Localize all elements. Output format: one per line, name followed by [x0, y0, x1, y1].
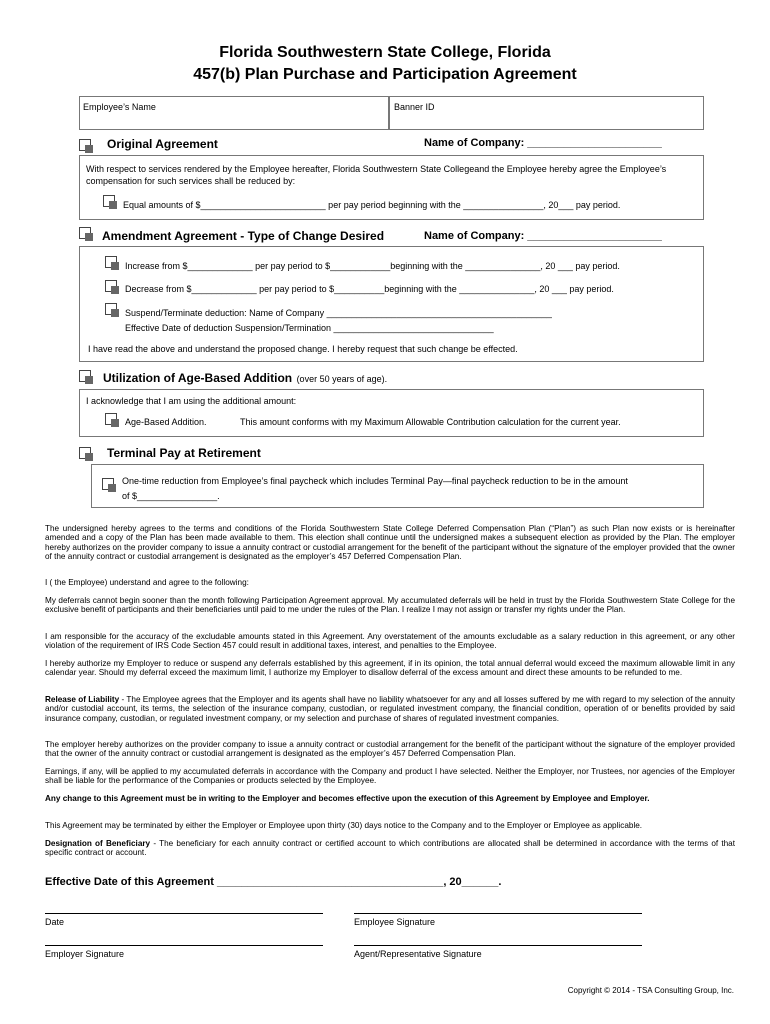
- termination-notice: This Agreement may be terminated by either the Employer or Employee upon thirty (30) days notice to the Company and to the Employer or Employee as applicable.: [45, 821, 643, 830]
- employee-signature-label: Employee Signature: [354, 917, 436, 927]
- form-subtitle: 457(b) Plan Purchase and Participation Agreement: [193, 66, 577, 83]
- amendment-agreement-box: [79, 246, 704, 362]
- release-text: - The Employee agrees that the Employer and its agents shall have no liability whatsoever for any and all losses suffered by me with regard to my selection of the annuity and/or custodial account, its terms, the selection of the insurance company, custodian, or regulated investment company, the financial condition, operation of or benefits provided by said insurance company, custodian, or regulated investment company, or my selection and purchase of shares of regulated investment companies.: [45, 695, 735, 723]
- date-label: Date: [45, 917, 65, 927]
- terminal-pay-checkbox[interactable]: [79, 447, 91, 459]
- age-based-checkbox[interactable]: [79, 370, 91, 382]
- copyright-text: Copyright © 2014 - TSA Consulting Group, Inc.: [567, 986, 734, 995]
- terms-paragraph-4: I am responsible for the accuracy of the excludable amounts stated in this Agreement. Any overstatement of the amounts excludable as a salary reduction in this agreement, or any other violation of the requirement of IRS Code Section 457 could result in additional taxes, interest, and penalties to the Employee.: [45, 632, 735, 651]
- terminal-pay-heading: Terminal Pay at Retirement: [107, 446, 261, 460]
- date-signature-line[interactable]: [45, 913, 323, 914]
- terminal-pay-box: [91, 464, 704, 508]
- amendment-ack-text: I have read the above and understand the proposed change. I hereby request that such change be effected.: [88, 344, 518, 354]
- original-agreement-checkbox[interactable]: [79, 139, 91, 151]
- effective-date-field[interactable]: Effective Date of this Agreement _____________________________________, 20______.: [45, 876, 502, 888]
- terms-paragraph-3: My deferrals cannot begin sooner than the month following Participation Agreement approval. My accumulated deferrals will be held in trust by the Florida Southwestern State College for the exclusive benefit of participants and their beneficiaries until paid to me under the rules of the Plan. I realize I may not assign or transfer my rights under the Plan.: [45, 596, 735, 615]
- beneficiary-text: - The beneficiary for each annuity contract or certified account to which contributions are allocated shall be determined in accordance with the terms of that specific contract or account.: [45, 839, 736, 858]
- age-based-heading-suffix: (over 50 years of age).: [296, 374, 388, 384]
- equal-amounts-line[interactable]: Equal amounts of $_________________________ per pay period beginning with the ________________, 20___ pay period.: [123, 200, 621, 210]
- age-based-box: [79, 389, 704, 437]
- age-based-option-label: Age-Based Addition.: [125, 417, 207, 427]
- banner-id-label: Banner ID: [394, 102, 435, 112]
- employee-name-field[interactable]: [79, 96, 389, 130]
- agent-signature-line[interactable]: [354, 945, 642, 946]
- agent-signature-label: Agent/Representative Signature: [354, 949, 482, 959]
- decrease-line[interactable]: Decrease from $_____________ per pay period to $__________beginning with the _______________, 20 ___ pay period.: [125, 284, 614, 294]
- employer-signature-line[interactable]: [45, 945, 323, 946]
- suspend-checkbox[interactable]: [105, 303, 117, 315]
- terminal-pay-line1: One-time reduction from Employee’s final paycheck which includes Terminal Pay—final paycheck reduction to be in the amount: [122, 476, 628, 486]
- employee-signature-line[interactable]: [354, 913, 642, 914]
- release-label: Release of Liability: [45, 695, 120, 704]
- decrease-checkbox[interactable]: [105, 280, 117, 292]
- beneficiary-label: Designation of Beneficiary: [45, 839, 151, 848]
- original-agreement-box: [79, 155, 704, 220]
- terms-paragraph-5: I hereby authorize my Employer to reduce or suspend any deferrals established by this agreement, if in its opinion, the total annual deferral would exceed the maximum allowable limit in any calendar year. Should my deferral exceed the maximum limit, I authorize my Employer to disallow deferral of the excess amount and direct these amounts to be refunded to me.: [45, 659, 735, 678]
- release-of-liability: [45, 695, 735, 723]
- suspend-line[interactable]: Suspend/Terminate deduction: Name of Company _____________________________________________: [125, 308, 552, 318]
- amendment-agreement-checkbox[interactable]: [79, 227, 91, 239]
- banner-id-field[interactable]: [389, 96, 704, 130]
- effective-suspension-line[interactable]: Effective Date of deduction Suspension/Termination ________________________________: [125, 323, 494, 333]
- form-title: Florida Southwestern State College, Florida: [219, 44, 551, 61]
- terms-paragraph-6: The employer hereby authorizes on the provider company to issue a annuity contract or custodial arrangement for the benefit of the participant without the signature of the employer provided that the owner of the annuity contract or custodial arrangement is designated as the employer’s 457 Deferred Compensation Plan.: [45, 740, 735, 759]
- equal-amounts-checkbox[interactable]: [103, 195, 115, 207]
- age-based-heading: Utilization of Age-Based Addition: [103, 371, 293, 385]
- employee-name-label: Employee’s Name: [83, 102, 156, 112]
- terminal-pay-option-checkbox[interactable]: [102, 478, 114, 490]
- age-based-ack: I acknowledge that I am using the additional amount:: [86, 396, 297, 406]
- employer-signature-label: Employer Signature: [45, 949, 125, 959]
- original-agreement-heading: Original Agreement: [107, 137, 218, 151]
- terminal-pay-amount[interactable]: of $________________.: [122, 491, 220, 501]
- age-based-heading-row: [103, 369, 387, 387]
- original-agreement-text: With respect to services rendered by the Employee hereafter, Florida Southwestern State Collegeand the Employee hereby agree the Employee’s compensation for such services shall be reduced by:: [86, 164, 667, 186]
- age-based-option-text: This amount conforms with my Maximum Allowable Contribution calculation for the current year.: [240, 417, 621, 427]
- original-company-field[interactable]: Name of Company: ______________________: [424, 137, 662, 149]
- terms-paragraph-7: Earnings, if any, will be applied to my accumulated deferrals in accordance with the Company and product I have selected. Neither the Employer, nor Trustees, nor agencies of the Employer shall be liable for the performance of the Companies or products selected by the Employee.: [45, 767, 735, 786]
- increase-checkbox[interactable]: [105, 256, 117, 268]
- terms-paragraph-1: The undersigned hereby agrees to the terms and conditions of the Florida Southwestern State College Deferred Compensation Plan (“Plan”) as such Plan now exists or is hereinafter amended and a copy of the Plan has been made available to them. This election shall continue until the undersigned makes a subsequent election as provided by the Plan. The employer hereby authorizes on the provider company to issue a annuity contract or custodial arrangement for the benefit of the participant without the signature of the employer provided that the owner of the annuity contract or custodial arrangement is designated as the employer’s 457 Deferred Compensation Plan.: [45, 524, 735, 561]
- age-based-option-checkbox[interactable]: [105, 413, 117, 425]
- terms-paragraph-2: I ( the Employee) understand and agree to the following:: [45, 578, 249, 587]
- amendment-company-field[interactable]: Name of Company: ______________________: [424, 230, 662, 242]
- designation-of-beneficiary: [45, 839, 735, 858]
- bold-notice: Any change to this Agreement must be in writing to the Employer and becomes effective upon the execution of this Agreement by Employee and Employer.: [45, 794, 650, 803]
- increase-line[interactable]: Increase from $_____________ per pay period to $____________beginning with the _______________, 20 ___ pay period.: [125, 261, 620, 271]
- amendment-agreement-heading: Amendment Agreement - Type of Change Desired: [102, 229, 385, 243]
